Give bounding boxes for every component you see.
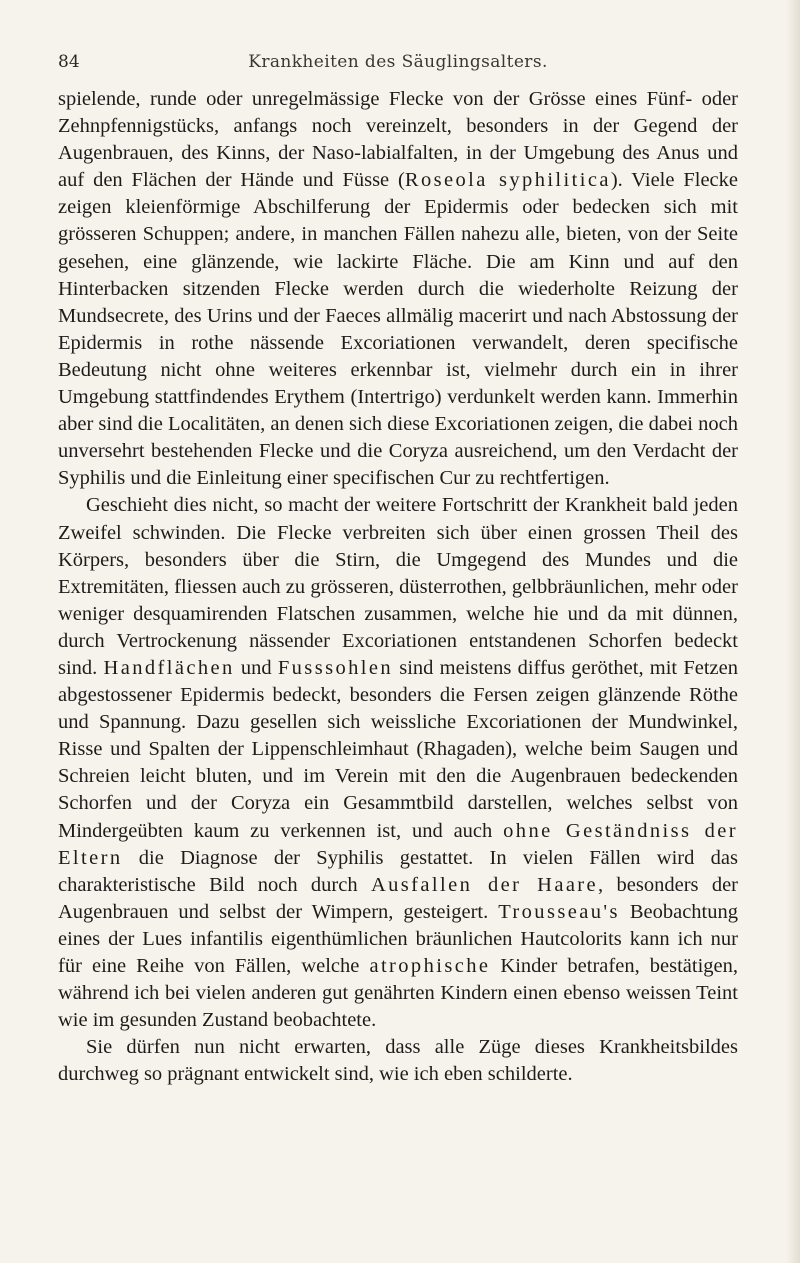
body-text <box>58 86 738 1088</box>
paragraph-1-text-a: spielende, runde oder unregelmässige Flecke von der Grösse eines Fünf- oder Zehnpfennigstücks, anfangs noch vereinzelt, besonders in der Gegend der Augenbrauen, des Kinns, der Naso-labialfalten, in der Umgebung des Anus und auf den Flächen der Hände und Füsse ( <box>58 88 738 192</box>
term-rhagaden: Rhagaden <box>423 738 506 761</box>
term-atrophische: atrophische <box>369 955 491 977</box>
paragraph-2-text-c: und <box>234 656 278 679</box>
paragraph-2-text-o: Kinder betrafen, bestätigen, während ich bei vielen anderen gut genährten Kindern einen ebenso weissen Teint wie im gesunden Zustand beobachtete. <box>58 955 738 1032</box>
paragraph-2-text-e: sind meistens diffus geröthet, mit Fetzen abgestossener Epidermis bedeckt, besonders die Fersen zeigen glänzende Röthe und Spannung. Dazu gesellen sich weissliche Excoriationen der Mundwinkel, Risse und Spalten der Lippenschleimhaut ( <box>58 656 738 761</box>
term-fusssohlen: Fusssohlen <box>277 656 393 679</box>
paragraph-2-text-k: , besonders der Augenbrauen und selbst der Wimpern, gesteigert. <box>58 873 739 923</box>
paragraph-1-text-c: ). Viele Flecke zeigen kleienförmige Abschilferung der Epidermis oder bedecken sich mit grösseren Schuppen; andere, in manchen Fällen nahezu alle, bieten, von der Seite gesehen, eine glänzende, wie lackirte Fläche. Die am Kinn und auf den Hinterbacken sitzenden Flecke werden durch die wiederholte Reizung der Mundsecrete, des Urins und der Faeces allmälig macerirt und nach Abstossung der Epidermis in rothe nässende Excoriationen verwandelt, deren specifische Bedeutung nicht ohne weiteres erkennbar ist, vielmehr durch ein in ihrer Umgebung stattfindendes Erythem (Intertrigo) verdunkelt werden kann. Immerhin aber sind die Localitäten, an denen sich diese Excoriationen zeigen, die dabei noch unversehrt bestehenden Flecke und die Coryza ausreichend, um den Verdacht der Syphilis und die Einleitung einer specifischen Cur zu rechtfertigen. <box>58 169 738 490</box>
paragraph-2-text-m: Beobachtung eines der Lues infantilis eigenthümlichen bräunlichen Hautcolorits kann ich nur für eine Reihe von Fällen, welche <box>58 900 738 977</box>
running-title: Krankheiten des Säuglingsalters. <box>248 52 548 72</box>
term-roseola-syphilitica: Roseola syphilitica <box>404 169 611 192</box>
page-number: 84 <box>58 52 80 72</box>
paragraph-2-text-i: die Diagnose der Syphilis gestattet. In vielen Fällen wird das charakteristische Bild noch durch <box>58 846 738 896</box>
paragraph-2 <box>58 492 738 1034</box>
paragraph-2-text-a: Geschieht dies nicht, so macht der weitere Fortschritt der Krankheit bald jeden Zweifel schwinden. Die Flecke verbreiten sich über einen grossen Theil des Körpers, besonders über die Stirn, die Umgegend des Mundes und die Extremitäten, fliessen auch zu grösseren, düsterrothen, gelbbräunlichen, mehr oder weniger desquamirenden Flatschen zusammen, welche hie und da mit dünnen, durch Vertrockenung nässender Excoriationen entstandenen Schorfen bedeckt sind. <box>58 494 738 679</box>
author-trousseau: Trousseau's <box>498 900 620 923</box>
paragraph-1 <box>58 86 738 492</box>
paragraph-3: Sie dürfen nun nicht erwarten, dass alle Züge dieses Krankheitsbildes durchweg so prägnant entwickelt sind, wie ich eben schilderte. <box>58 1036 738 1086</box>
paragraph-2-text-g: ), welche beim Saugen und Schreien leicht bluten, und im Verein mit den die Augenbrauen bedeckenden Schorfen und der Coryza ein Gesammtbild darstellen, welches selbst von Mindergeübten kaum zu verkennen ist, und auch <box>58 738 738 842</box>
running-header <box>58 52 738 78</box>
term-handflaechen: Handflächen <box>103 656 235 679</box>
term-ausfallen-der-haare: Ausfallen der Haare <box>370 873 599 896</box>
term-ohne-gestaendniss: ohne Geständniss der Eltern <box>58 819 738 869</box>
page-edge-shadow <box>786 0 800 1263</box>
